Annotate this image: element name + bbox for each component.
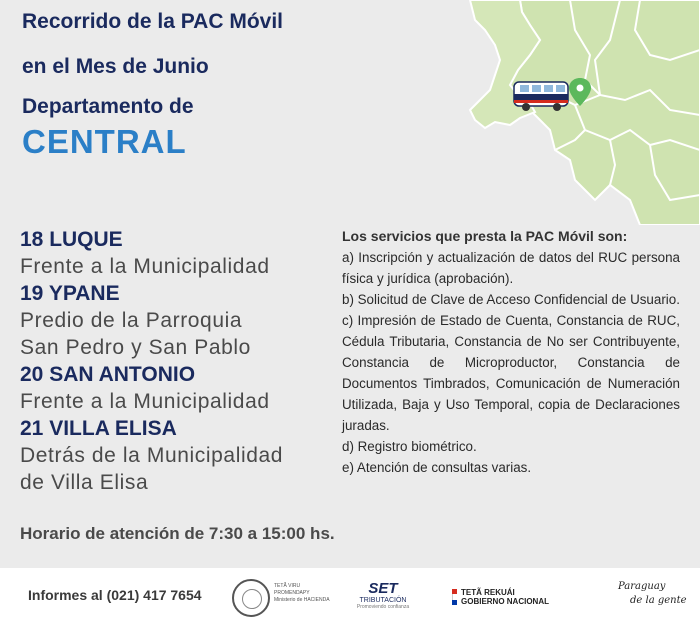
schedule-day: 18 LUQUE [20, 228, 123, 251]
gov-logo-line: GOBIERNO NACIONAL [461, 597, 549, 606]
paraguay-de-la-gente-logo [618, 580, 687, 608]
hacienda-logo-line: TETÃ VIRU PROMENDAPY [274, 583, 310, 596]
bus-icon [514, 82, 568, 111]
hacienda-logo-line: Ministerio de HACIENDA [274, 597, 330, 603]
schedule-list [20, 226, 340, 496]
schedule-day: 20 SAN ANTONIO [20, 363, 196, 386]
schedule-place: Predio de la Parroquia [20, 309, 243, 332]
schedule-place: Frente a la Municipalidad [20, 390, 270, 413]
hacienda-seal-icon [232, 579, 270, 617]
title-line-1: Recorrido de la PAC Móvil [22, 10, 283, 33]
set-logo-tagline: Promoviendo confianza [356, 604, 410, 610]
py-logo-line: de la gente [630, 595, 687, 606]
py-logo-line: Paraguay [618, 581, 666, 592]
set-logo-sub: TRIBUTACIÓN [359, 597, 407, 604]
department-name: CENTRAL [22, 123, 187, 160]
office-hours: Horario de atención de 7:30 a 15:00 hs. [20, 524, 335, 543]
contact-phone: Informes al (021) 417 7654 [28, 587, 202, 603]
service-item: a) Inscripción y actualización de datos del RUC persona física y jurídica (aprobación). [342, 250, 680, 286]
service-item: b) Solicitud de Clave de Acceso Confidencial de Usuario. [342, 292, 680, 307]
schedule-entry [20, 361, 340, 415]
schedule-entry [20, 280, 340, 361]
paraguay-flag-icon [452, 589, 457, 605]
schedule-entry [20, 415, 340, 496]
schedule-place: Frente a la Municipalidad [20, 255, 270, 278]
schedule-day: 19 YPANE [20, 282, 120, 305]
gobierno-nacional-logo [452, 588, 549, 606]
footer [0, 568, 700, 628]
map-region-main [510, 0, 700, 225]
services-heading: Los servicios que presta la PAC Móvil son: [342, 228, 628, 244]
service-item: d) Registro biométrico. [342, 439, 477, 454]
set-logo [352, 580, 414, 618]
set-logo-mark: SET [368, 580, 398, 597]
map-illustration [370, 0, 700, 225]
schedule-place: de Villa Elisa [20, 471, 149, 494]
gov-logo-line: TETÃ REKUÁI [461, 588, 515, 597]
schedule-place: Detrás de la Municipalidad [20, 444, 284, 467]
hacienda-logo-text [274, 583, 334, 604]
title-line-3: Departamento de [22, 95, 194, 118]
title-line-2: en el Mes de Junio [22, 55, 209, 78]
service-item: e) Atención de consultas varias. [342, 460, 532, 475]
schedule-place: San Pedro y San Pablo [20, 336, 251, 359]
schedule-day: 21 VILLA ELISA [20, 417, 177, 440]
services-list [342, 226, 680, 478]
schedule-entry [20, 226, 340, 280]
service-item: c) Impresión de Estado de Cuenta, Constancia de RUC, Cédula Tributaria, Constancia de No ser Contribuyente, Constancia de Microproductor, Constancia de Documentos Timbrados, Comunicación de Numeración Utilizada, Baja y Uso Temporal, copia de Declaraciones juradas. [342, 313, 680, 433]
